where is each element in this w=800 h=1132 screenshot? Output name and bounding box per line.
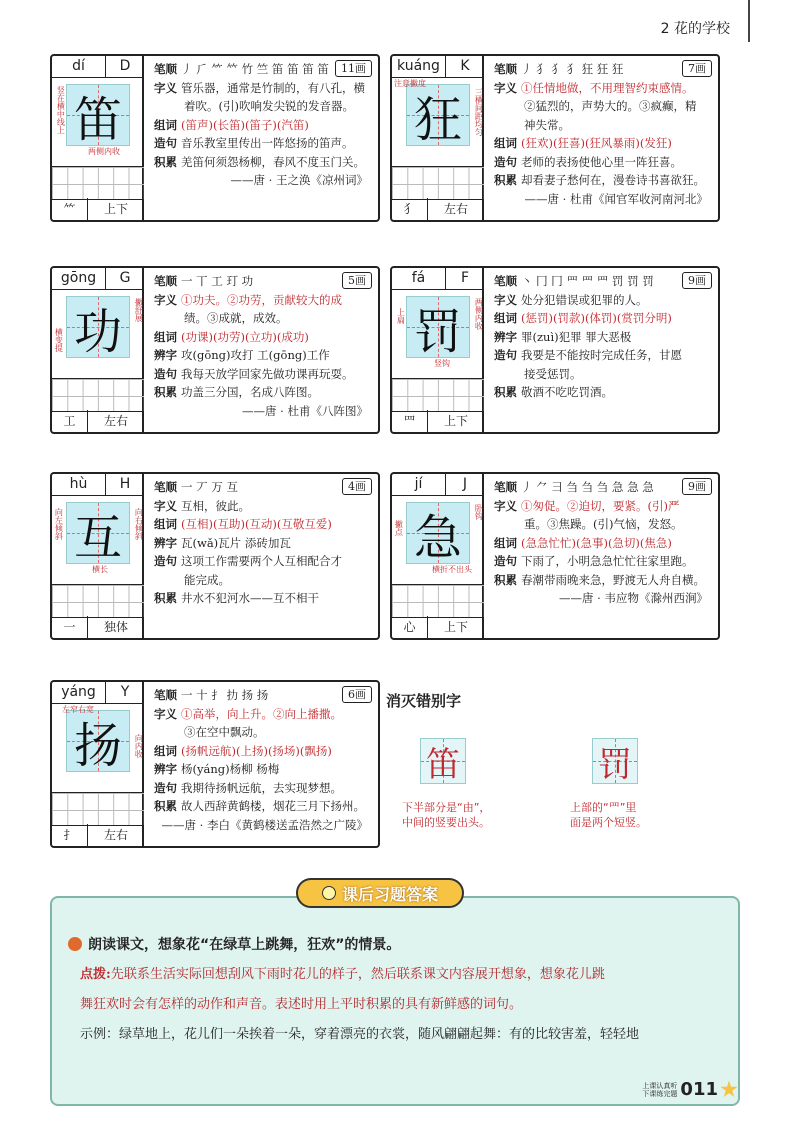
line-label: 积累: [154, 154, 177, 169]
pinyin: yáng: [52, 682, 106, 703]
stroke-count: 9画: [682, 272, 712, 289]
writing-tip: 左窄右宽: [62, 705, 94, 714]
stroke-order: 丿 ⺈ 彐 刍 刍 刍 急 急 急: [521, 480, 654, 494]
card-line: [494, 346, 712, 365]
card-line: [154, 328, 372, 347]
card-line: [494, 552, 712, 571]
stroke-order-line: [154, 686, 372, 705]
line-text: 老师的表扬使他心里一阵狂喜。: [521, 154, 682, 169]
card-line: [154, 742, 372, 761]
line-text: ①高举，向上升。②向上播撒。: [181, 706, 342, 721]
radical: 一: [52, 616, 88, 638]
stroke-order: 一 丆 万 互: [181, 480, 238, 494]
writing-tip: 向右倾斜: [134, 508, 144, 540]
error-char-box: [592, 738, 638, 784]
line-text: 杨(yáng)杨柳 杨梅: [181, 762, 280, 776]
character: 扬: [73, 717, 122, 774]
card-line: [494, 171, 712, 190]
pinyin-row: [392, 56, 484, 78]
line-label: 笔顺: [494, 274, 517, 288]
stroke-count: 11画: [335, 60, 372, 77]
line-text: 这项工作需要两个人互相配合才: [181, 554, 342, 568]
line-text: 羌笛何须怨杨柳，春风不度玉门关。: [181, 154, 365, 169]
writing-tip: 横折不出头: [432, 565, 472, 574]
card-left-panel: [392, 474, 484, 638]
radical-row: [392, 616, 484, 638]
stroke-order: 一 丅 工 玎 功: [181, 274, 254, 288]
line-label: 造句: [154, 554, 177, 568]
card-right-panel: [486, 56, 718, 220]
practice-grid: [52, 378, 144, 412]
card-right-panel: [146, 682, 378, 846]
writing-tip: 卧钩: [474, 504, 484, 520]
page-tag-line: 下课练完题: [642, 1089, 678, 1098]
card-line: [154, 779, 372, 798]
line-label: 组词: [494, 535, 517, 550]
error-char: 罚: [598, 744, 632, 785]
writing-tip: 三横间距均匀: [474, 88, 484, 136]
char-card: [50, 266, 380, 434]
card-line: [154, 816, 372, 835]
writing-tip: 两侧内收: [474, 298, 484, 330]
line-text: (扬帆远航)(上扬)(扬场)(飘扬): [181, 743, 332, 758]
stroke-order: 丿 ⺁ ⺮ 𥫗 竹 竺 笛 笛 笛 笛: [181, 62, 329, 76]
card-line: [494, 309, 712, 328]
writing-tip: 上扁: [396, 308, 406, 324]
card-right-panel: [146, 56, 378, 220]
line-label: 辨字: [154, 535, 177, 550]
pinyin-row: [52, 474, 144, 496]
line-label: 组词: [494, 311, 517, 325]
line-label: 辨字: [154, 348, 177, 362]
pinyin: hù: [52, 474, 106, 495]
pinyin-row: [392, 268, 484, 290]
card-line: [154, 291, 372, 310]
char-card: [390, 54, 720, 222]
card-line: [494, 153, 712, 172]
line-text: 音乐教室里传出一阵悠扬的笛声。: [181, 136, 354, 150]
card-line: [154, 589, 372, 608]
card-line: [154, 116, 372, 135]
card-line: [154, 309, 372, 328]
writing-tip: 竖在横中线上: [56, 86, 66, 134]
card-line: [154, 515, 372, 534]
radical-row: [52, 198, 144, 220]
card-line: [494, 515, 712, 534]
card-line: [154, 346, 372, 365]
line-text: 却看妻子愁何在，漫卷诗书喜欲狂。: [521, 173, 705, 187]
card-left-panel: [392, 268, 484, 432]
pinyin: jí: [392, 474, 446, 495]
pinyin-row: [52, 268, 144, 290]
line-text: ①匆促。②迫切，要紧。(引)严: [521, 498, 680, 513]
line-label: 造句: [494, 348, 517, 362]
line-text: 功盖三分国，名成八阵图。: [181, 385, 319, 399]
writing-tip: 向内收: [134, 734, 144, 758]
stroke-count: 7画: [682, 60, 712, 77]
error-note-line: 中间的竖要出头。: [402, 816, 490, 829]
answers-banner: [296, 878, 464, 908]
stroke-order-line: [154, 478, 372, 497]
writing-tip: 向左倾斜: [54, 508, 64, 540]
line-label: 造句: [494, 554, 517, 568]
line-label: 积累: [154, 591, 177, 605]
card-line: [154, 79, 372, 98]
character-box: [406, 84, 470, 146]
line-text: 下雨了，小明急急忙忙往家里跑。: [521, 554, 694, 568]
line-text: 神失常。: [524, 117, 570, 132]
line-text: ——唐 · 杜甫《八阵图》: [242, 403, 368, 418]
radical: 罒: [392, 410, 428, 432]
card-line: [154, 571, 372, 590]
question-text: 朗读课文，想象花“在绿草上跳舞，狂欢”的情景。: [88, 937, 401, 953]
practice-grid: [52, 584, 144, 618]
card-right-panel: [486, 268, 718, 432]
structure: 独体: [103, 620, 128, 634]
stroke-count: 4画: [342, 478, 372, 495]
error-section-title: 消灭错别字: [386, 692, 462, 710]
character-box: [66, 84, 130, 146]
hint-text: 先联系生活实际回想刮风下雨时花儿的样子，然后联系课文内容展开想象，想象花儿跳: [110, 967, 605, 982]
writing-tip: 横长: [92, 565, 108, 574]
practice-grid: [392, 584, 484, 618]
line-label: 字义: [154, 498, 177, 513]
line-text: (惩罚)(罚款)(体罚)(赏罚分明): [521, 311, 672, 325]
pinyin: gōng: [52, 268, 106, 289]
line-label: 造句: [494, 154, 517, 169]
card-line: [154, 723, 372, 742]
card-right-panel: [146, 268, 378, 432]
chapter-header: 2 花的学校: [660, 21, 730, 37]
card-line: [494, 291, 712, 310]
line-text: 瓦(wǎ)瓦片 添砖加瓦: [181, 535, 291, 550]
line-label: 笔顺: [154, 688, 177, 702]
error-note: [402, 800, 490, 830]
writing-tip: 竖钩: [434, 359, 450, 368]
page-number: [642, 1079, 738, 1100]
radical: 扌: [52, 824, 88, 846]
line-text: 重。③焦躁。(引)气恼，发怒。: [524, 517, 683, 531]
radical: 心: [392, 616, 428, 638]
answer-body: [80, 960, 722, 1050]
answers-panel: [50, 896, 740, 1106]
card-line: [154, 497, 372, 516]
char-card: [390, 472, 720, 640]
stroke-count: 9画: [682, 478, 712, 495]
line-text: 春潮带雨晚来急，野渡无人舟自横。: [521, 572, 705, 587]
line-label: 辨字: [154, 762, 177, 776]
lightbulb-icon: [322, 886, 336, 900]
line-label: 笔顺: [154, 274, 177, 288]
practice-grid: [52, 792, 144, 826]
structure: 上下: [443, 414, 468, 428]
hint-label: 点拨:: [80, 967, 111, 982]
line-text: 绩。③成就，成效。: [184, 311, 288, 325]
line-label: 笔顺: [494, 62, 517, 76]
line-text: 我期待扬帆远航，去实现梦想。: [181, 780, 342, 795]
line-label: 积累: [494, 572, 517, 587]
character-box: [406, 502, 470, 564]
line-label: 组词: [154, 329, 177, 344]
structure: 左右: [103, 414, 128, 428]
card-line: [494, 383, 712, 402]
line-label: 字义: [494, 498, 517, 513]
line-text: (互相)(互助)(互动)(互敬互爱): [181, 517, 332, 531]
card-left-panel: [52, 682, 144, 846]
card-line: [494, 79, 712, 98]
index-letter: G: [119, 270, 131, 286]
stroke-count: 5画: [342, 272, 372, 289]
writing-tip: 两侧内收: [88, 147, 120, 156]
character: 罚: [413, 303, 462, 360]
character-box: [406, 296, 470, 358]
card-line: [494, 190, 712, 209]
card-line: [154, 534, 372, 553]
structure: 上下: [103, 202, 128, 216]
writing-tip: 撇舒展: [134, 298, 144, 322]
radical: 犭: [392, 198, 428, 220]
index-letter: J: [462, 476, 468, 492]
error-note: [570, 800, 647, 830]
line-text: 处分犯错误或犯罪的人。: [521, 292, 648, 307]
radical-row: [52, 616, 144, 638]
line-label: 造句: [154, 136, 177, 150]
card-line: [494, 134, 712, 153]
pinyin: fá: [392, 268, 446, 289]
stroke-order: 丿 犭 犭 犭 狂 狂 狂: [521, 62, 624, 76]
structure: 左右: [103, 828, 128, 842]
character-box: [66, 296, 130, 358]
example-text: 示例：绿草地上，花儿们一朵挨着一朵，穿着漂亮的衣裳，随风翩翩起舞：有的比较害羞，轻轻地: [80, 1027, 640, 1042]
pinyin: kuáng: [392, 56, 446, 77]
char-card: [50, 680, 380, 848]
line-text: (急急忙忙)(急事)(急切)(焦急): [521, 535, 672, 550]
line-text: 接受惩罚。: [524, 366, 582, 381]
line-label: 组词: [154, 743, 177, 758]
index-letter: K: [460, 58, 470, 74]
character: 功: [73, 303, 122, 360]
radical-row: [392, 198, 484, 220]
line-text: (功课)(功劳)(立功)(成功): [181, 329, 309, 344]
structure: 左右: [443, 202, 468, 216]
line-label: 笔顺: [154, 480, 177, 494]
char-card: [50, 54, 380, 222]
line-label: 字义: [494, 292, 517, 307]
line-text: 罪(zuì)犯罪 罪大恶极: [521, 329, 632, 344]
pinyin-row: [392, 474, 484, 496]
question-icon: [68, 937, 82, 951]
card-line: [154, 383, 372, 402]
card-line: [494, 497, 712, 516]
card-line: [154, 797, 372, 816]
stroke-order: 丶 冂 冂 罒 罒 罒 罚 罚 罚: [521, 274, 654, 288]
card-line: [154, 365, 372, 384]
hint-line: [80, 960, 722, 990]
answers-banner-text: 课后习题答案: [341, 884, 438, 904]
index-letter: D: [119, 58, 131, 74]
page-number-value: 011: [680, 1079, 718, 1100]
writing-tip: 横变提: [54, 328, 64, 352]
writing-tip: 注意撇度: [394, 79, 426, 88]
line-label: 字义: [154, 292, 177, 307]
radical-row: [52, 824, 144, 846]
stroke-order: 一 十 扌 扐 扬 扬: [181, 688, 269, 702]
structure: 上下: [443, 620, 468, 634]
line-text: (笛声)(长笛)(笛子)(汽笛): [181, 117, 309, 132]
stroke-order-line: [494, 478, 712, 497]
error-note-line: 面是两个短竖。: [570, 816, 647, 829]
stroke-order-line: [494, 60, 712, 79]
line-text: ——唐 · 李白《黄鹤楼送孟浩然之广陵》: [161, 817, 368, 832]
line-label: 积累: [494, 173, 517, 187]
stroke-order-line: [494, 272, 712, 291]
practice-grid: [52, 166, 144, 200]
line-text: ②猛烈的，声势大的。③疯癫，精: [524, 99, 697, 113]
radical: 工: [52, 410, 88, 432]
card-line: [154, 402, 372, 421]
line-text: ①任情地做，不用理智约束感情。: [521, 80, 694, 95]
line-label: 辨字: [494, 329, 517, 344]
line-text: 敬酒不吃吃罚酒。: [521, 385, 613, 399]
card-line: [494, 571, 712, 590]
writing-tip: 撇点: [394, 520, 404, 536]
line-label: 积累: [154, 799, 177, 813]
card-right-panel: [146, 474, 378, 638]
line-text: (狂欢)(狂喜)(狂风暴雨)(发狂): [521, 136, 672, 150]
index-letter: Y: [120, 684, 130, 700]
char-card: [50, 472, 380, 640]
line-text: ——唐 · 韦应物《滁州西涧》: [559, 591, 708, 605]
line-text: ①功夫。②功劳，贡献较大的成: [181, 292, 342, 307]
card-line: [494, 116, 712, 135]
card-left-panel: [52, 474, 144, 638]
card-line: [154, 153, 372, 172]
question: [68, 934, 400, 954]
line-text: 互相，彼此。: [181, 498, 250, 513]
line-text: 井水不犯河水——互不相干: [181, 591, 319, 605]
pinyin-row: [52, 682, 144, 704]
line-label: 积累: [154, 385, 177, 399]
line-text: 攻(gōng)攻打 工(gōng)工作: [181, 348, 330, 362]
line-text: 能完成。: [184, 572, 230, 587]
line-label: 字义: [494, 80, 517, 95]
line-text: ③在空中飘动。: [184, 725, 265, 739]
line-label: 字义: [154, 80, 177, 95]
card-line: [494, 589, 712, 608]
card-right-panel: [486, 474, 718, 638]
character: 笛: [73, 91, 122, 148]
card-left-panel: [52, 268, 144, 432]
character: 狂: [413, 91, 462, 148]
index-letter: H: [119, 476, 131, 492]
character-box: [66, 502, 130, 564]
line-text: ——唐 · 杜甫《闻官军收河南河北》: [524, 191, 708, 206]
line-label: 笔顺: [494, 480, 517, 494]
char-card: [390, 266, 720, 434]
card-left-panel: [392, 56, 484, 220]
character: 急: [413, 509, 462, 566]
card-line: [494, 365, 712, 384]
error-note-line: 上部的“罒”里: [570, 801, 637, 814]
line-text: ——唐 · 王之涣《凉州词》: [230, 173, 368, 187]
character-box: [66, 710, 130, 772]
character: 互: [73, 509, 122, 566]
stroke-order-line: [154, 272, 372, 291]
line-text: 我要是不能按时完成任务，甘愿: [521, 348, 682, 362]
line-label: 积累: [494, 385, 517, 399]
card-line: [154, 171, 372, 190]
card-line: [154, 705, 372, 724]
line-label: 组词: [154, 117, 177, 132]
line-label: 造句: [154, 366, 177, 381]
line-label: 组词: [154, 517, 177, 531]
card-line: [154, 134, 372, 153]
error-char-box: [420, 738, 466, 784]
line-text: 我每天放学回家先做功课再玩耍。: [181, 366, 354, 381]
line-text: 管乐器，通常是竹制的，有八孔，横: [181, 80, 365, 95]
card-line: [494, 534, 712, 553]
page-tag: [642, 1082, 677, 1098]
card-line: [494, 328, 712, 347]
practice-grid: [392, 166, 484, 200]
card-line: [154, 97, 372, 116]
pinyin-row: [52, 56, 144, 78]
line-label: 组词: [494, 136, 517, 150]
practice-grid: [392, 378, 484, 412]
card-left-panel: [52, 56, 144, 220]
radical-row: [52, 410, 144, 432]
radical: ⺮: [52, 198, 88, 220]
line-label: 笔顺: [154, 62, 177, 76]
line-text: 着吹。(引)吹响发尖锐的发音器。: [184, 99, 354, 113]
error-char: 笛: [426, 744, 460, 785]
error-note-line: 下半部分是“由”，: [402, 801, 491, 814]
page-tag-line: 上课认真听: [642, 1081, 678, 1090]
radical-row: [392, 410, 484, 432]
card-line: [154, 760, 372, 779]
line-text: 故人西辞黄鹤楼，烟花三月下扬州。: [181, 799, 365, 813]
card-line: [154, 552, 372, 571]
corner-line: [748, 0, 750, 42]
hint-text-continued: 舞狂欢时会有怎样的动作和声音。表述时用上平时积累的具有新鲜感的词句。: [80, 997, 523, 1012]
card-line: [494, 97, 712, 116]
pinyin: dí: [52, 56, 106, 77]
star-icon: [720, 1081, 738, 1099]
stroke-count: 6画: [342, 686, 372, 703]
line-label: 造句: [154, 780, 177, 795]
line-label: 字义: [154, 706, 177, 721]
index-letter: F: [460, 270, 470, 286]
